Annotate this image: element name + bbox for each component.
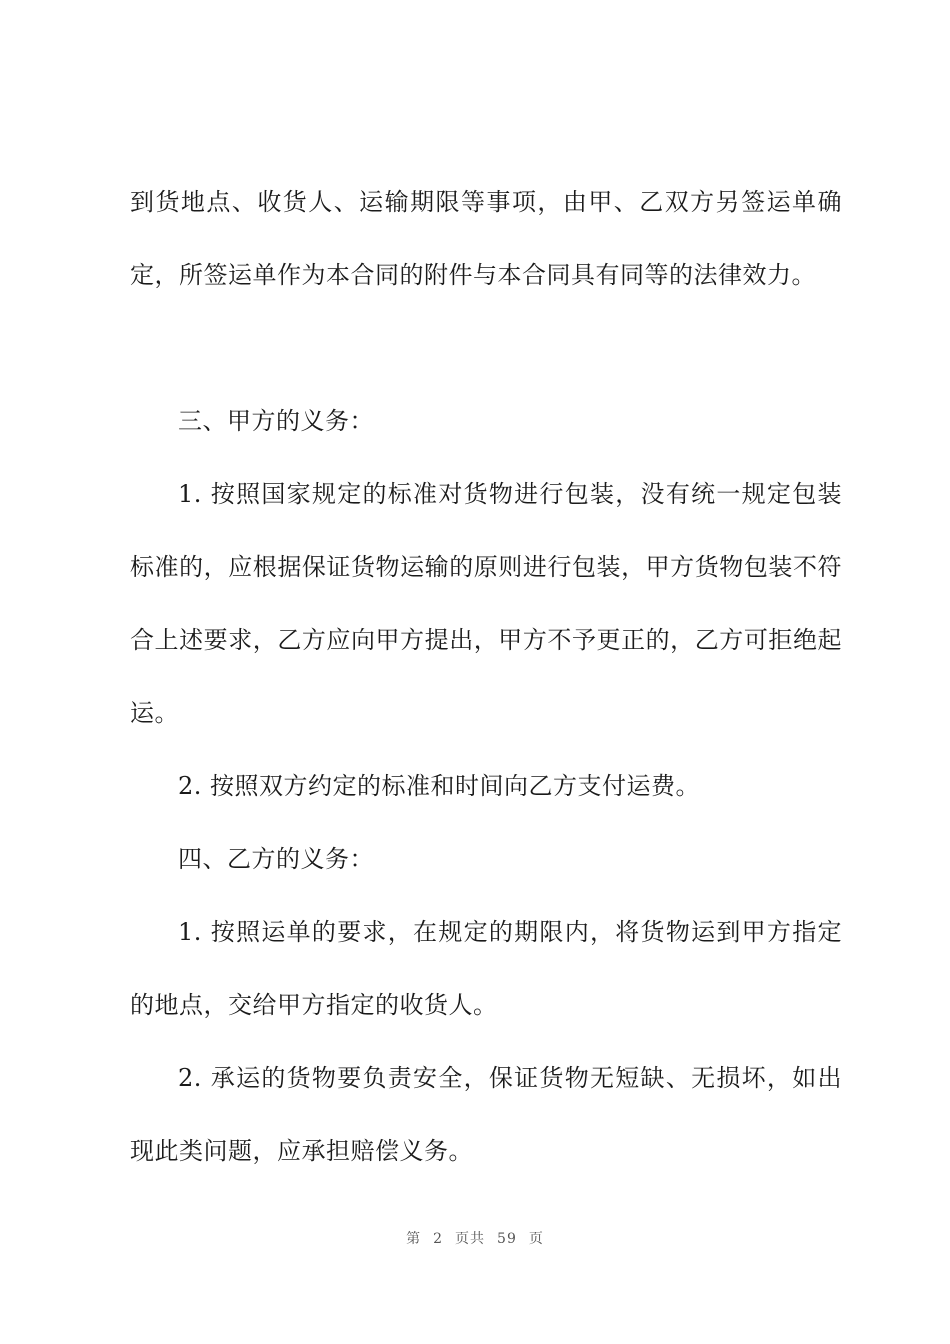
footer-total-pages: 59 (497, 1231, 517, 1247)
page-footer (0, 1228, 950, 1248)
paragraph-party-b-item-2: 2. 承运的货物要负责安全，保证货物无短缺、无损坏，如出现此类问题，应承担赔偿义务。 (130, 1064, 842, 1165)
section-heading-party-a-obligations: 三、甲方的义务： (178, 407, 374, 435)
paragraph-continuation: 到货地点、收货人、运输期限等事项，由甲、乙双方另签运单确定，所签运单作为本合同的附件与本合同具有同等的法律效力。 (130, 188, 842, 289)
section-heading-party-b-obligations: 四、乙方的义务： (178, 845, 374, 873)
footer-middle: 页共 (455, 1231, 486, 1247)
paragraph-party-a-item-2: 2. 按照双方约定的标准和时间向乙方支付运费。 (178, 772, 701, 800)
paragraph-party-a-item-1: 1. 按照国家规定的标准对货物进行包装，没有统一规定包装标准的，应根据保证货物运输的原则进行包装，甲方货物包装不符合上述要求，乙方应向甲方提出，甲方不予更正的，乙方可拒绝起运。 (130, 480, 842, 727)
document-body (130, 166, 842, 1188)
paragraph-party-b-item-1: 1. 按照运单的要求，在规定的期限内，将货物运到甲方指定的地点，交给甲方指定的收货人。 (130, 918, 842, 1019)
footer-suffix: 页 (528, 1231, 544, 1247)
paragraph-gap (130, 312, 842, 385)
footer-current-page: 2 (433, 1231, 444, 1247)
footer-prefix: 第 (406, 1231, 422, 1247)
